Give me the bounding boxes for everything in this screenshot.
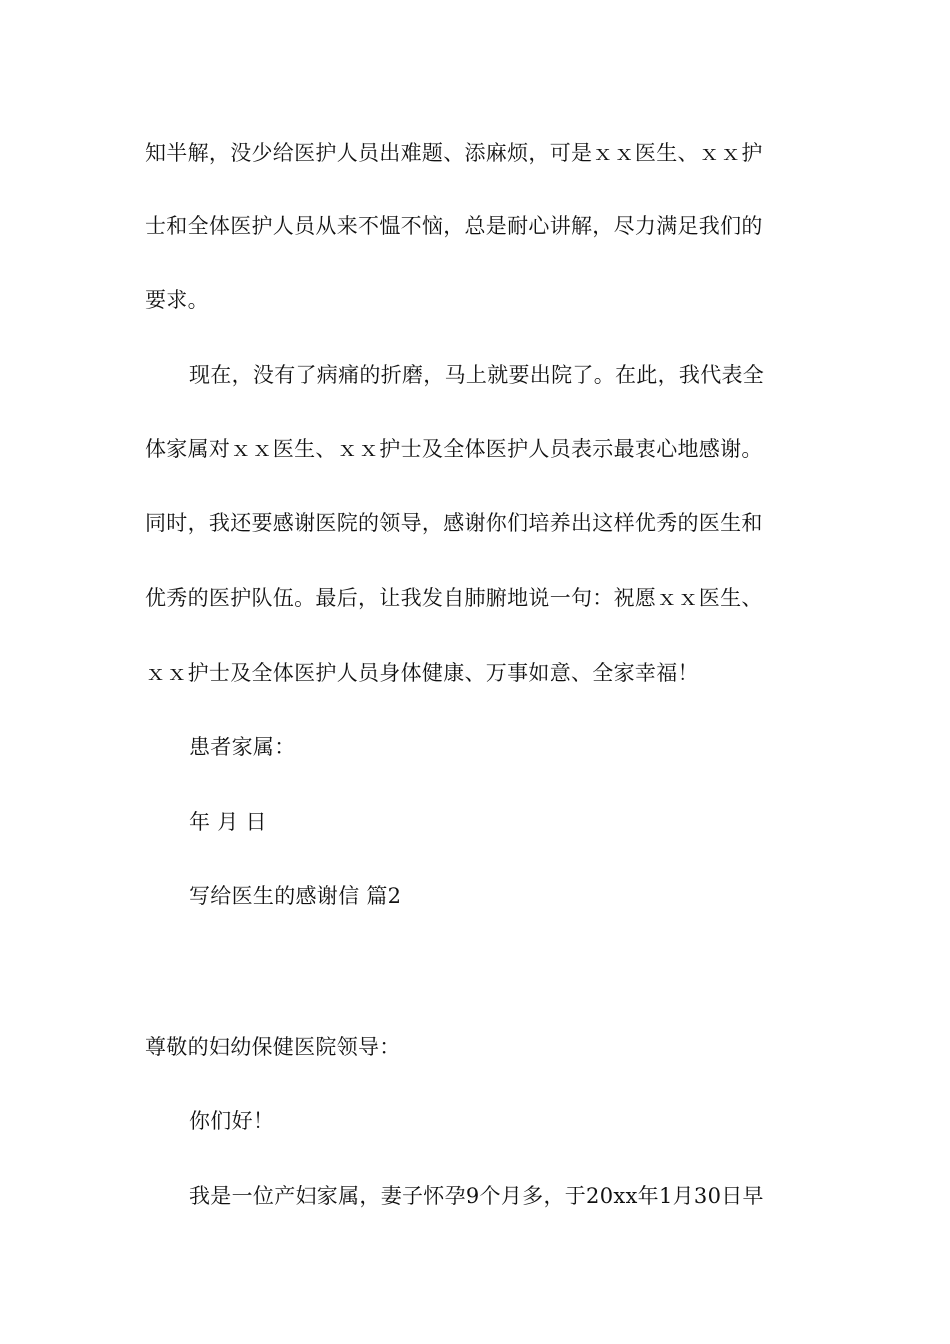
paragraph-line: 现在，没有了病痛的折磨，马上就要出院了。在此，我代表全 — [189, 363, 765, 387]
date-line: 年 月 日 — [189, 810, 267, 834]
signature-label: 患者家属： — [189, 735, 296, 759]
paragraph-line: 优秀的医护队伍。最后，让我发自肺腑地说一句：祝愿ｘｘ医生、 — [145, 586, 763, 610]
greeting: 你们好！ — [189, 1109, 275, 1133]
paragraph-line: 要求。 — [145, 288, 209, 312]
paragraph-line: 士和全体医护人员从来不愠不恼，总是耐心讲解，尽力满足我们的 — [145, 214, 763, 238]
salutation: 尊敬的妇幼保健医院领导： — [145, 1035, 401, 1059]
section-heading: 写给医生的感谢信 篇2 — [189, 884, 402, 908]
paragraph-line: ｘｘ护士及全体医护人员身体健康、万事如意、全家幸福！ — [145, 661, 699, 685]
paragraph-line: 同时，我还要感谢医院的领导，感谢你们培养出这样优秀的医生和 — [145, 511, 763, 535]
paragraph-line: 知半解，没少给医护人员出难题、添麻烦，可是ｘｘ医生、ｘｘ护 — [145, 141, 763, 165]
paragraph-line: 体家属对ｘｘ医生、ｘｘ护士及全体医护人员表示最衷心地感谢。 — [145, 437, 763, 461]
paragraph-line: 我是一位产妇家属，妻子怀孕9个月多，于20xx年1月30日早 — [189, 1184, 764, 1208]
